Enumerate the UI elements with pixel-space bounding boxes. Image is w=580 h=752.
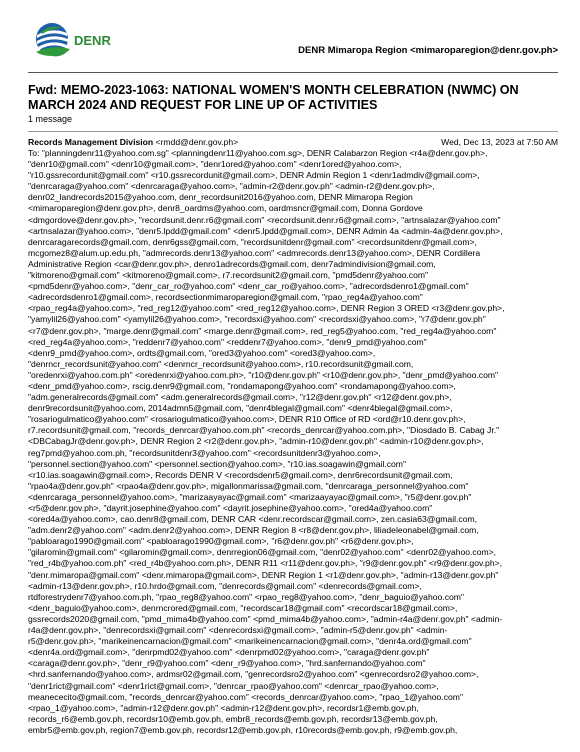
recipient-line: <red_reg4a@yahoo.com>, "reddenr7@yahoo.com" <reddenr7@yahoo.com>, "denr9_pmd@yahoo.com" [28,336,427,347]
recipient-line: <mimaroparegion@denr.gov.ph>, denr8_oardms@yahoo.com, oardmsncr@gmail.com, Donna Gordove [28,203,423,214]
recipient-line: "gilaromin@gmail.com" <gilaromin@gmail.com>, denrregion06@gmail.com, "denr02@yahoo.com" <denr02@yahoo.com>, [28,547,497,558]
recipient-line: <caraga@denr.gov.ph>, "denr_r9@yahoo.com" <denr_r9@yahoo.com>, "hrd.sanfernando@yahoo.com" [28,658,426,669]
recipient-line: r5@denr.gov.ph>, "marikeinencarnacion@gmail.com" <marikeinencarnacion@gmail.com>, "denr4a.ord@gmail.com" [28,636,472,647]
message-divider [28,131,558,132]
recipient-line: denrcaragarecords@gmail.com, denr6gss@gmail.com, "recordsunitdenr@gmail.com" <recordsunitdenr@gmail.com>, [28,236,477,247]
recipient-line: "denrcaraga@yahoo.com" <denrcaraga@yahoo.com>, "admin-r2@denr.gov.ph" <admin-r2@denr.gov.ph>, [28,181,435,192]
recipient-line: reg7pmd@yahoo.com.ph, "recordsunitdenr3@yahoo.com" <recordsunitdenr3@yahoo.com>, [28,447,381,458]
recipient-line: "rosariogulmatico@yahoo.com" <rosariogulmatico@yahoo.com>, DENR R10 Office of RD <ord@r10.denr.gov.ph>, [28,414,466,425]
recipient-line: <dmgordove@denr.gov.ph>, "recordsunit.denr.r6@gmail.com" <recordsunit.denr.r6@gmail.com>, "artnsalazar@yahoo.com" [28,214,501,225]
recipient-line: "adm.denr2@yahoo.com" <adm.denr2@yahoo.com>, DENR Region 8 <r8@denr.gov.ph>, liliadeleonabel@gmail.com, [28,525,479,536]
account-label: DENR Mimaropa Region <mimaroparegion@denr.gov.ph> [298,45,558,56]
recipient-line: "denr1rict@gmail.com" <denr1rict@gmail.com>, "denrcar_rpao@yahoo.com" <denrcar_rpao@yahoo.com>, [28,680,439,691]
recipient-line: gssrecords2020@gmail.com, "pmd_mima4b@yahoo.com" <pmd_mima4b@yahoo.com>, "admin-r4a@denr.gov.ph" <admin- [28,613,503,624]
recipient-line: <admin-r13@denr.gov.ph>, r10.hrdo@gmail.com, "denrecords@gmail.com" <denrecords@gmail.com>, [28,580,422,591]
recipient-line: <denr4a.ord@gmail.com>, "denrpmd02@yahoo.com" <denrpmd02@yahoo.com>, "caraga@denr.gov.ph" [28,647,430,658]
recipient-line: <adrecordsdenro1@gmail.com>, recordsectionmimaroparegion@gmail.com, "rpao_reg4a@yahoo.com" [28,292,423,303]
recipient-line: <r5@denr.gov.ph>, "dayrit.josephine@yahoo.com" <dayrit.josephine@yahoo.com>, "ored4a@yahoo.com" [28,503,433,513]
recipient-line: <denr_baguio@yahoo.com>, denrncrored@gmail.com, "recordscar18@gmail.com" <recordscar18@gmail.com>, [28,602,458,613]
recipient-line: "rpao4a@denr.gov.ph" <rpao4a@denr.gov.ph>, migallonmarissa@gmail.com, "denrcaraga_personnel@yahoo.com" [28,480,469,491]
email-subject: Fwd: MEMO-2023-1063: NATIONAL WOMEN'S MONTH CELEBRATION (NWMC) ON MARCH 2024 AND REQUEST FOR LINE UP OF ACTIVITIES [28,83,519,112]
print-header [28,0,558,72]
sender-email: <rmdd@denr.gov.ph> [155,137,239,147]
sender [28,137,238,148]
recipient-line: "r10.gssrecordunit@gmail.com" <r10.gssrecordunit@gmail.com>, DENR Admin Region 1 <denr1admdiv@gmail.com>, [28,170,480,181]
recipient-line: <rpao_reg4a@yahoo.com>, "red_reg12@yahoo.com" <red_reg12@yahoo.com>, DENR Region 3 ORED <r3@denr.gov.ph>, [28,303,505,314]
recipient-line: <rpao_1@yahoo.com>, "admin-r12@denr.gov.ph" <admin-r12@denr.gov.ph>, recordsr1@emb.gov.ph, [28,702,419,713]
recipient-line: "yamylil26@yahoo.com" <yamylil26@yahoo.com>, "recordsxi@yahoo.com" <recordsxi@yahoo.com>, "r7@denr.gov.ph" [28,314,486,325]
recipient-line: denr02_landrecords2015@yahoo.com, denr_recordsunit2016@yahoo.com, DENR Mimaropa Region [28,192,413,203]
recipient-line: embr5@emb.gov.ph, region7@emb.gov.ph, recordsr12@emb.gov.ph, r10records@emb.gov.ph, r9@emb.gov.ph, [28,724,458,735]
recipient-line: <pmd5denr@yahoo.com>, "denr_car_ro@yahoo.com" <denr_car_ro@yahoo.com>, "adrecordsdenro1@gmail.com" [28,281,469,292]
message-count: 1 message [28,114,73,124]
recipient-line: "denr10@gmail.com" <denr10@gmail.com>, "denr1ored@yahoo.com" <denr1ored@yahoo.com>, [28,159,402,170]
message-date: Wed, Dec 13, 2023 at 7:50 AM [441,137,558,147]
recipient-line: <ored4a@yahoo.com>, cao.denr8@gmail.com, DENR CAR <denr.recordscar@gmail.com>, zen.casia63@gmail.com, [28,514,478,525]
message-meta [28,137,558,148]
recipient-line: records_r6@emb.gov.ph, recordsr10@emb.gov.ph, embr8_records@emb.gov.ph, recordsr13@emb.gov.ph, [28,713,438,724]
denr-logo [34,22,124,62]
recipient-line: rtdforestrydenr7@yahoo.com.ph, "rpao_reg8@yahoo.com" <rpao_reg8@yahoo.com>, "denr_baguio@yahoo.com" [28,591,464,602]
sender-name: Records Management Division [28,137,154,147]
recipient-line: "denr.mimaropa@gmail.com" <denr.mimaropa@gmail.com>, DENR Region 1 <r1@denr.gov.ph>, "admin-r13@denr.gov.ph" [28,569,499,580]
recipient-line: <r10.ias.soagawin@gmail.com>, Records DENR V <recordsdenr5@gmail.com>, denr6recordsunit@gmail.com, [28,469,453,480]
recipient-line: "oredenrxi@yahoo.com.ph" <oredenrxi@yahoo.com.ph>, "r10@denr.gov.ph" <r10@denr.gov.ph>, "denr_pmd@yahoo.com" [28,369,499,380]
recipient-line: "kitmoreno@gmail.com" <kitmoreno@gmail.com>, r7.recordsunit2@gmail.com, "pmd5denr@yahoo.com" [28,270,429,281]
recipient-line: <hrd.sanfernando@yahoo.com>, ardmsr02@gmail.com, "genrecordsro2@yahoo.com" <genrecordsro2@yahoo.com>, [28,669,479,680]
logo-wordmark: DENR [74,33,111,48]
recipient-line: "red_r4b@yahoo.com.ph" <red_r4b@yahoo.com.ph>, DENR R11 <r11@denr.gov.ph>, "r9@denr.gov.ph" <r9@denr.gov.ph>, [28,558,503,569]
recipient-line: denr9recordsunit@yahoo.com, 2014admn5@gmail.com, "denr4blegal@gmail.com" <denr4blegal@gmail.com>, [28,403,453,414]
recipient-line: r4a@denr.gov.ph>, "denrecordsxi@gmail.com" <denrecordsxi@gmail.com>, "admin-r5@denr.gov.ph" <admin- [28,625,448,636]
recipient-line: "adm.generalrecords@gmail.com" <adm.generalrecords@gmail.com>, "r12@denr.gov.ph" <r12@denr.gov.ph>, [28,392,452,403]
recipient-line: <denr9_pmd@yahoo.com>, ordts@gmail.com, "ored3@yahoo.com" <ored3@yahoo.com>, [28,347,376,358]
recipient-line: r7.recordsunit@gmail.com, "records_denrcar@yahoo.com.ph" <records_denrcar@yahoo.com.ph>, "Diosdado B. Cabag Jr." [28,425,500,436]
recipient-line: "denrncr_recordsunit@yahoo.com" <denrncr_recordsunit@yahoo.com>, r10.recordsunit@gmail.com, [28,358,414,369]
recipient-line: <denr_pmd@yahoo.com>, rscig.denr9@gmail.com, "rondamapong@yahoo.com" <rondamapong@yahoo.com>, [28,380,456,391]
recipient-line: "personnel.section@yahoo.com" <personnel.section@yahoo.com>, "r10.ias.soagawin@gmail.com" [28,458,407,469]
recipient-line: mcgomez8@alum.up.edu.ph, "admrecords.denr13@yahoo.com" <admrecords.denr13@yahoo.com>, DENR Cordillera [28,247,481,258]
header-divider [28,72,558,73]
recipient-line: <r7@denr.gov.ph>, "marge.denr@gmail.com" <marge.denr@gmail.com>, red_reg5@yahoo.com, "red_reg4a@yahoo.com" [28,325,497,336]
recipients-list [28,148,558,736]
recipient-line: To: "planningdenr11@yahoo.com.sg" <planningdenr11@yahoo.com.sg>, DENR Calabarzon Region <r4a@denr.gov.ph>, [28,148,488,158]
recipient-line: meanececito@gmail.com, "records_denrcar@yahoo.com" <records_denrcar@yahoo.com>, "rpao_1@yahoo.com" [28,691,463,702]
recipient-line: <denrcaraga_personnel@yahoo.com>, "marizaayayac@gmail.com" <marizaayayac@gmail.com>, "r5@denr.gov.ph" [28,491,472,502]
recipient-line: <artnsalazar@yahoo.com>, "denr5.lpdd@gmail.com" <denr5.lpdd@gmail.com>, DENR Admin 4a <admin-4a@denr.gov.ph>, [28,225,503,236]
recipient-line: "pabloarago1990@gmail.com" <pabloarago1990@gmail.com>, "r6@denr.gov.ph" <r6@denr.gov.ph>, [28,536,414,547]
recipient-line: <DBCabagJr@denr.gov.ph>, DENR Region 2 <r2@denr.gov.ph>, "admin-r10@denr.gov.ph" <admin-r10@denr.gov.ph>, [28,436,484,447]
recipient-line: Administrative Region <car@denr.gov.ph>, denro1adrecords@gmail.com, denr7admindivision@gmail.com, [28,258,436,269]
